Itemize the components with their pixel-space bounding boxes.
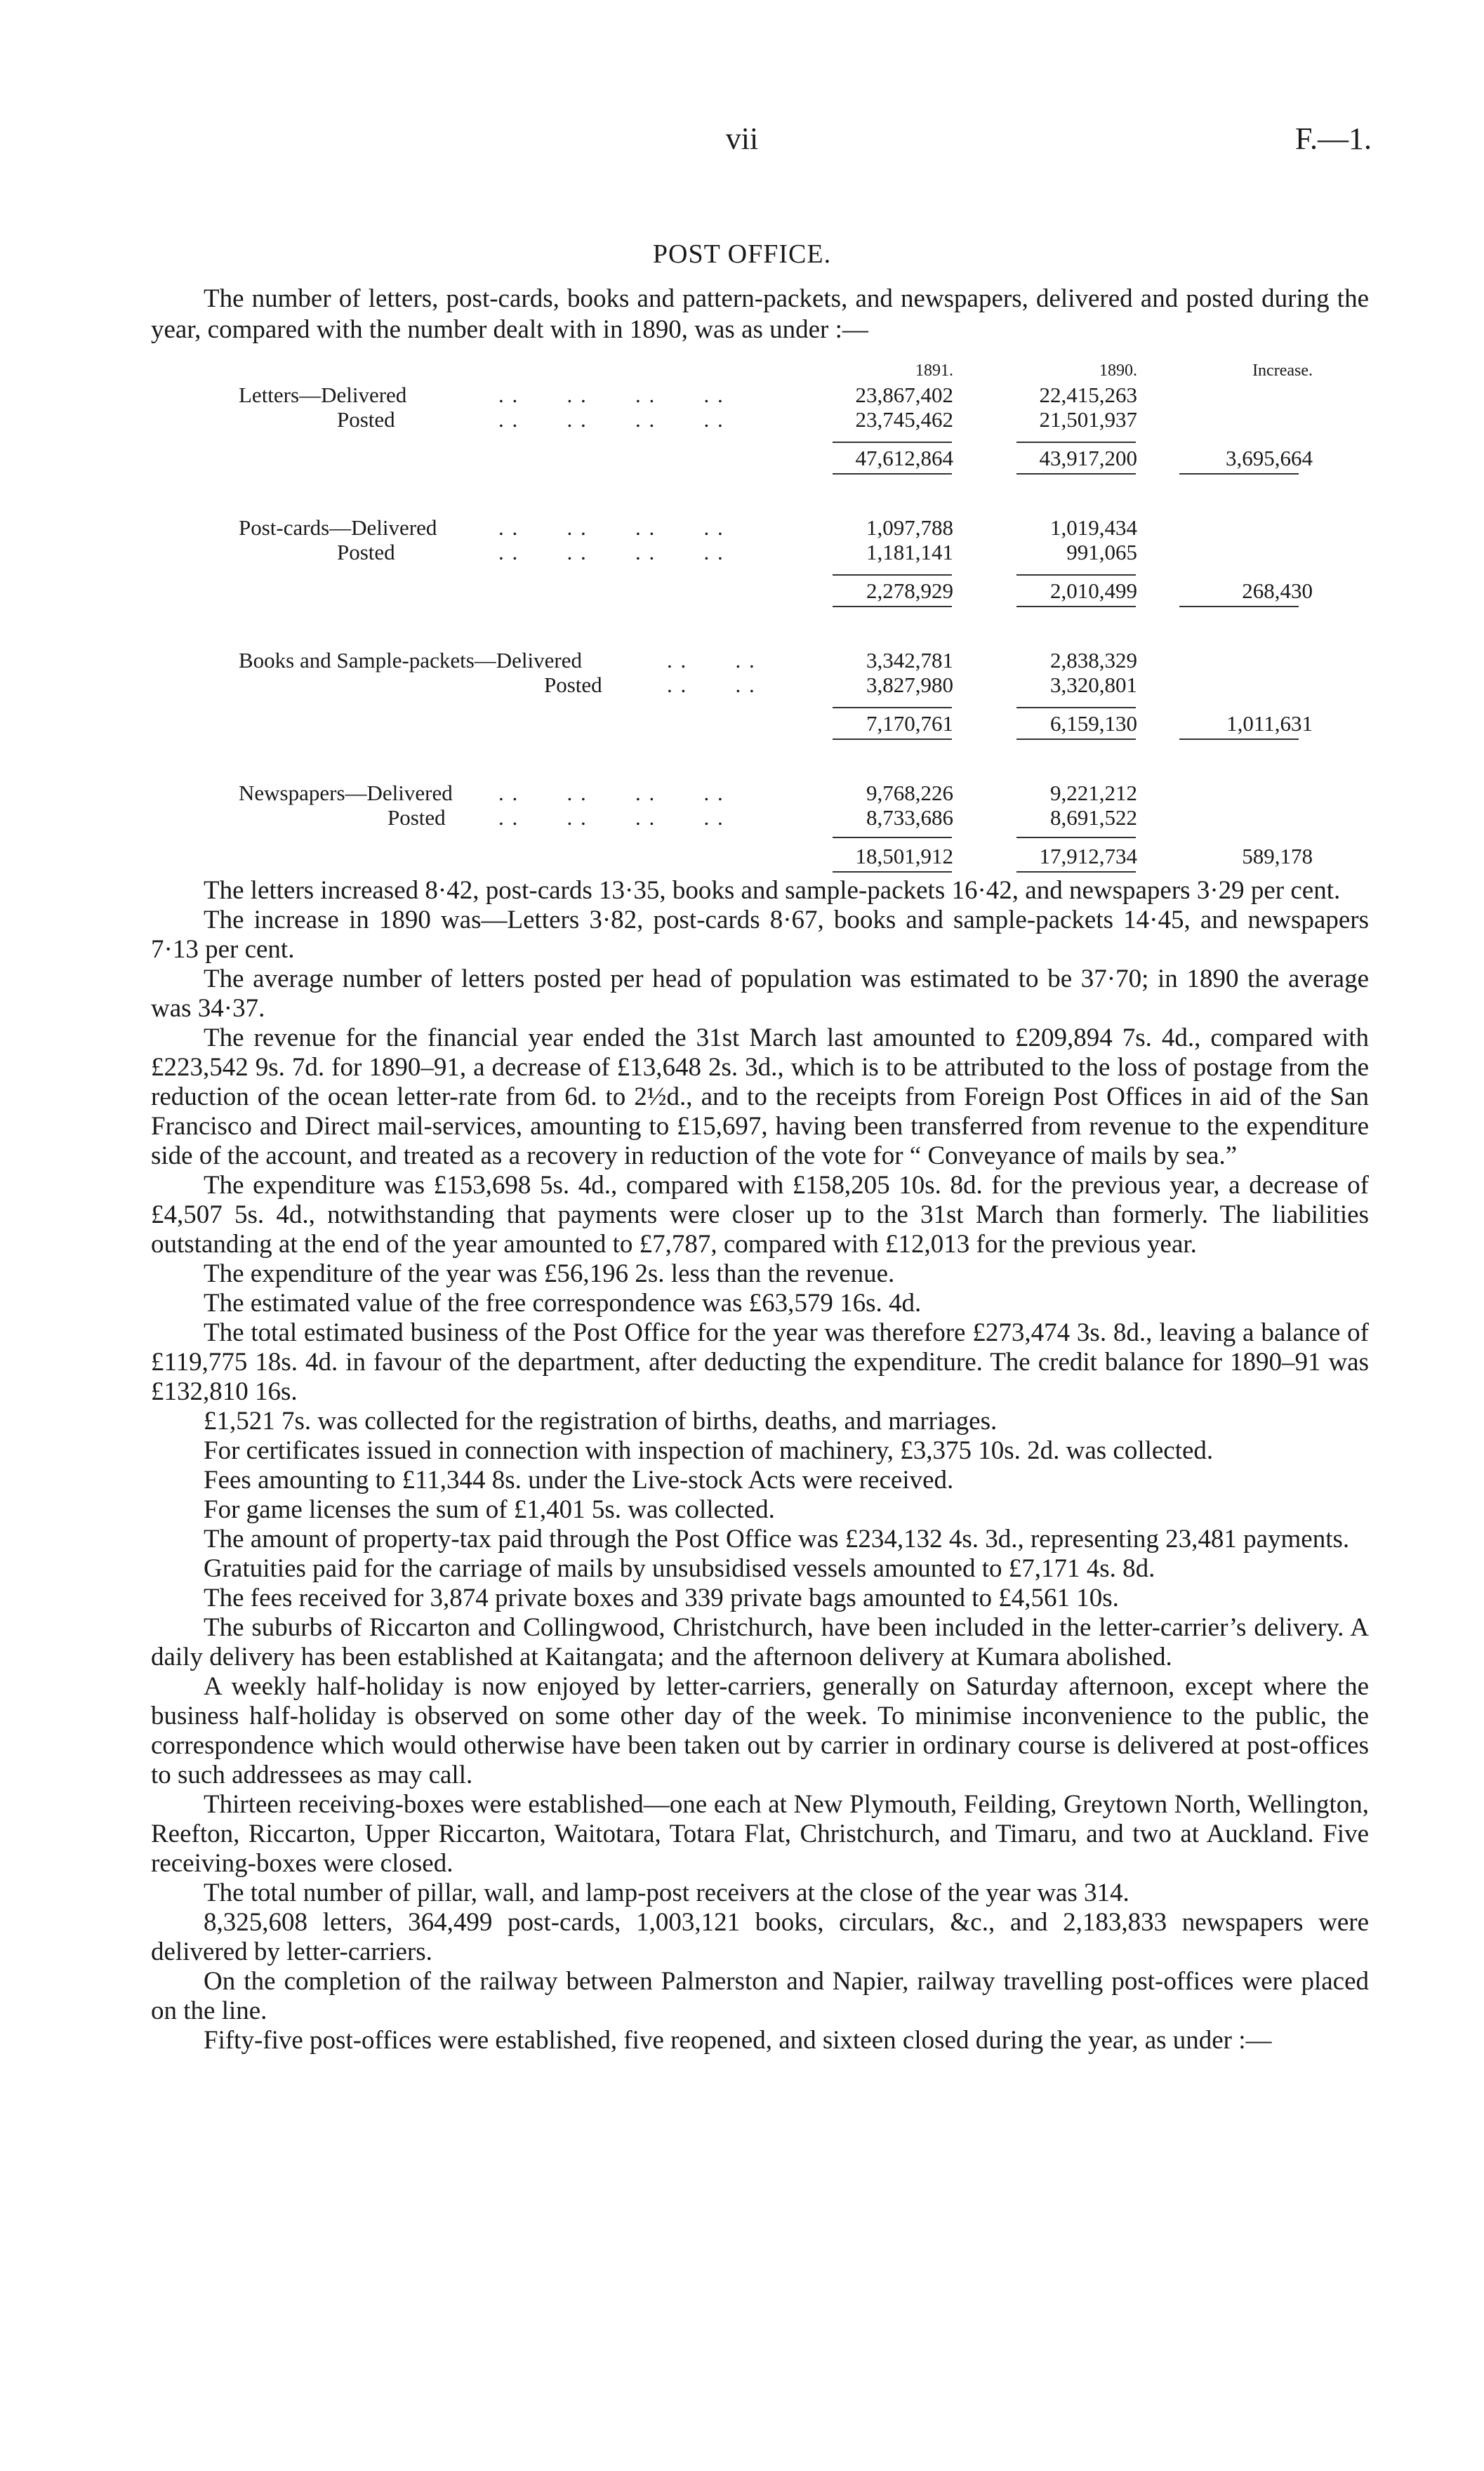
total-row [239, 711, 1313, 736]
leader-dots: . . . . . . . . [498, 781, 724, 805]
report-body [151, 876, 1369, 2055]
sum-rule [1016, 837, 1136, 838]
value-1891: 3,342,781 [866, 648, 953, 673]
paragraph: The fees received for 3,874 private boxes and 339 private bags amounted to £4,561 10s. [204, 1584, 1119, 1612]
row-label: Books and Sample-packets—Delivered [239, 648, 582, 673]
col-header-1891: 1891. [915, 362, 953, 380]
table-row [239, 673, 1292, 697]
value-1890: 2,838,329 [1050, 648, 1137, 673]
value-1891: 1,097,788 [866, 515, 953, 540]
mail-statistics-table [239, 362, 1313, 882]
page-number: vii [725, 121, 759, 156]
total-rule-row [239, 432, 1292, 446]
row-label: Posted [337, 540, 395, 564]
row-label: Newspapers—Delivered [239, 781, 453, 805]
paragraph: The increase in 1890 was—Letters 3·82, post-cards 8·67, books and sample-packets 14·45, and newspapers 7·13 per cent. [151, 906, 1369, 964]
total-rule-row [239, 736, 1292, 750]
value-1890: 1,019,434 [1050, 515, 1137, 540]
paragraph: £1,521 7s. was collected for the registration of births, deaths, and marriages. [204, 1407, 998, 1436]
paragraph: The expenditure of the year was £56,196 2s. less than the revenue. [204, 1259, 895, 1288]
paragraph: Thirteen receiving-boxes were established—one each at New Plymouth, Feilding, Greytown North, Wellington, Reefton, Riccarton, Upper Riccarton, Waitotara, Totara Flat, Christchurch, and Timaru, and two at Auckland. Five receiving-boxes were closed. [151, 1790, 1369, 1878]
total-rule-row [239, 603, 1292, 617]
increase-value: 589,178 [1242, 844, 1313, 868]
total-1890: 6,159,130 [1050, 711, 1137, 736]
paragraph: The total number of pillar, wall, and lamp-post receivers at the close of the year was 314. [204, 1879, 1129, 1907]
table-row [239, 648, 1292, 673]
total-row [239, 844, 1313, 868]
paragraph: 8,325,608 letters, 364,499 post-cards, 1,003,121 books, circulars, &c., and 2,183,833 newspapers were delivered by letter-carriers. [151, 1908, 1369, 1966]
paragraph: A weekly half-holiday is now enjoyed by letter-carriers, generally on Saturday afternoon, except where the business half-holiday is observed on some other day of the week. To minimise inconvenience to the public, the correspondence which would otherwise have been taken out by carrier in ordinary course is delivered at post-offices to such addressees as may call. [151, 1672, 1369, 1789]
total-1891: 2,278,929 [866, 578, 953, 603]
sum-rule [1016, 606, 1136, 607]
sum-rule [833, 738, 952, 740]
total-rule-row [239, 830, 1292, 844]
paragraph: The total estimated business of the Post Office for the year was therefore £273,474 3s. 8d., leaving a balance of £119,775 18s. 4d. in favour of the department, after deducting the expenditure. The credit balance for 1890–91 was £132,810 16s. [151, 1318, 1369, 1406]
sum-rule [833, 473, 952, 475]
value-1890: 991,065 [1066, 540, 1137, 564]
paragraph: The average number of letters posted per head of population was estimated to be 37·70; in 1890 the average was 34·37. [151, 965, 1369, 1023]
leader-dots: . . . . . . . . [498, 540, 724, 564]
leader-dots: . . . . . . . . [498, 515, 724, 540]
sum-rule [833, 606, 952, 607]
total-rule-row [239, 564, 1292, 578]
leader-dots: . . . . . . . . [498, 805, 724, 830]
leader-dots: . . . . . . . . [498, 407, 724, 432]
table-row [239, 781, 1292, 805]
paragraph: The expenditure was £153,698 5s. 4d., compared with £158,205 10s. 8d. for the previous year, a decrease of £4,507 5s. 4d., notwithstanding that payments were closer up to the 31st March than formerly. The liabilities outstanding at the end of the year amounted to £7,787, compared with £12,013 for the previous year. [151, 1171, 1369, 1259]
total-1891: 7,170,761 [866, 711, 953, 736]
value-1891: 3,827,980 [866, 673, 953, 697]
paragraph: For game licenses the sum of £1,401 5s. was collected. [204, 1495, 775, 1524]
sum-rule [1016, 442, 1136, 443]
paragraph: The letters increased 8·42, post-cards 13·35, books and sample-packets 16·42, and newspapers 3·29 per cent. [204, 876, 1341, 905]
leader-dots: . . . . [667, 648, 756, 673]
value-1891: 23,867,402 [855, 383, 953, 407]
paragraph: The estimated value of the free correspondence was £63,579 16s. 4d. [204, 1289, 922, 1318]
increase-value: 1,011,631 [1226, 711, 1313, 736]
total-1890: 17,912,734 [1039, 844, 1137, 868]
paragraph: The amount of property-tax paid through the Post Office was £234,132 4s. 3d., representing 23,481 payments. [204, 1525, 1350, 1554]
total-rule-row [239, 470, 1292, 484]
value-1891: 23,745,462 [855, 407, 953, 432]
paragraph: Gratuities paid for the carriage of mails by unsubsidised vessels amounted to £7,171 4s. 8d. [204, 1554, 1155, 1583]
paragraph: Fees amounting to £11,344 8s. under the Live-stock Acts were received. [204, 1466, 954, 1495]
total-1890: 43,917,200 [1039, 446, 1137, 470]
table-row [239, 383, 1292, 407]
row-label: Posted [387, 805, 446, 830]
row-label: Letters—Delivered [239, 383, 407, 407]
sum-rule [833, 574, 952, 576]
value-1891: 9,768,226 [866, 781, 953, 805]
increase-value: 268,430 [1242, 578, 1313, 603]
value-1890: 8,691,522 [1050, 805, 1137, 830]
intro-paragraph: The number of letters, post-cards, books and pattern-packets, and newspapers, delivered and posted during the year, compared with the number dealt with in 1890, was as under :— [151, 284, 1369, 344]
paragraph: The suburbs of Riccarton and Collingwood, Christchurch, have been included in the letter-carrier’s delivery. A daily delivery has been established at Kaitangata; and the afternoon delivery at Kumara abolished. [151, 1613, 1369, 1671]
sum-rule [833, 837, 952, 838]
value-1891: 8,733,686 [866, 805, 953, 830]
sum-rule [1179, 473, 1299, 475]
row-label: Post-cards—Delivered [239, 515, 437, 540]
sum-rule [833, 871, 952, 873]
row-label: Posted [337, 407, 395, 432]
sum-rule [833, 442, 952, 443]
section-title: POST OFFICE. [652, 239, 832, 269]
table-row [239, 540, 1292, 564]
leader-dots: . . . . [667, 673, 756, 697]
total-row [239, 578, 1313, 603]
total-row [239, 446, 1313, 470]
total-rule-row [239, 697, 1292, 711]
sum-rule [1179, 606, 1299, 607]
row-label: Posted [544, 673, 602, 697]
sum-rule [1179, 738, 1299, 740]
table-header-row [239, 362, 1313, 383]
table-row [239, 515, 1292, 540]
value-1890: 22,415,263 [1039, 383, 1137, 407]
sum-rule [1016, 738, 1136, 740]
leader-dots: . . . . . . . . [498, 383, 724, 407]
sum-rule [1016, 473, 1136, 475]
sum-rule [833, 707, 952, 708]
value-1891: 1,181,141 [866, 540, 953, 564]
increase-value: 3,695,664 [1226, 446, 1313, 470]
value-1890: 21,501,937 [1039, 407, 1137, 432]
table-row [239, 805, 1292, 830]
total-1891: 47,612,864 [855, 446, 953, 470]
sum-rule [1016, 707, 1136, 708]
sum-rule [1016, 871, 1136, 873]
value-1890: 9,221,212 [1050, 781, 1137, 805]
document-code: F.—1. [1295, 121, 1372, 156]
col-header-1890: 1890. [1099, 362, 1137, 380]
sum-rule [1016, 574, 1136, 576]
total-1891: 18,501,912 [855, 844, 953, 868]
value-1890: 3,320,801 [1050, 673, 1137, 697]
total-1890: 2,010,499 [1050, 578, 1137, 603]
paragraph: Fifty-five post-offices were established, five reopened, and sixteen closed during the year, as under :— [204, 2026, 1272, 2055]
paragraph: For certificates issued in connection with inspection of machinery, £3,375 10s. 2d. was collected. [204, 1436, 1214, 1465]
table-row [239, 407, 1292, 432]
paragraph: The revenue for the financial year ended the 31st March last amounted to £209,894 7s. 4d., compared with £223,542 9s. 7d. for 1890–91, a decrease of £13,648 2s. 3d., which is to be attributed to the loss of postage from the reduction of the ocean letter-rate from 6d. to 2½d., and to the receipts from Foreign Post Offices in aid of the San Francisco and Direct mail-services, amounting to £15,697, having been transferred from revenue to the expenditure side of the account, and treated as a recovery in reduction of the vote for “ Conveyance of mails by sea.” [151, 1023, 1369, 1170]
col-header-increase: Increase. [1252, 362, 1313, 380]
paragraph: On the completion of the railway between Palmerston and Napier, railway travelling post-offices were placed on the line. [151, 1967, 1369, 2025]
